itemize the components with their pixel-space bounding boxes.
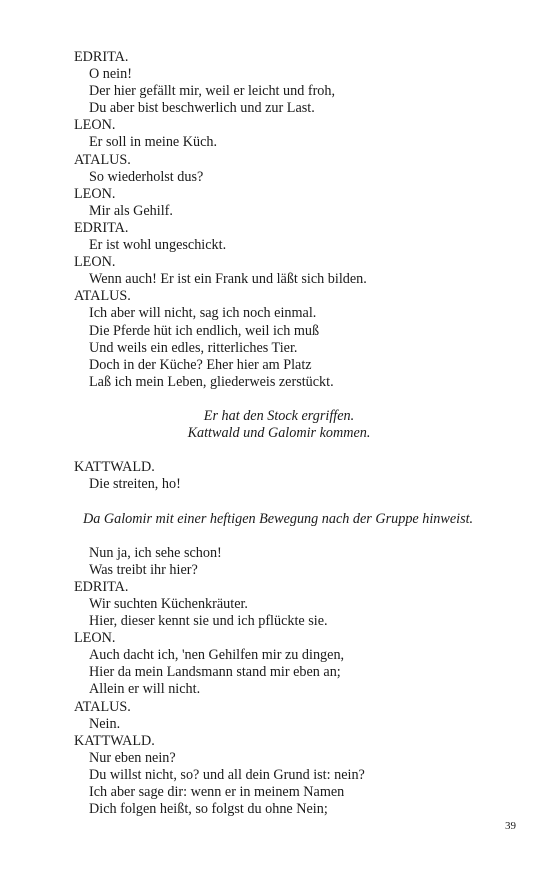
verse-line: So wiederholst dus? (89, 168, 204, 185)
verse-line: Der hier gefällt mir, weil er leicht und froh, (89, 83, 336, 100)
speaker-name: KATTWALD. (74, 732, 155, 749)
verse-line: Die streiten, ho! (89, 476, 181, 493)
verse-line: Wenn auch! Er ist ein Frank und läßt sich bilden. (89, 271, 367, 288)
page-number: 39 (505, 820, 516, 832)
verse-line: Doch in der Küche? Eher hier am Platz (89, 356, 312, 373)
verse-line: Hier, dieser kennt sie und ich pflückte sie. (89, 613, 328, 630)
verse-line: Du aber bist beschwerlich und zur Last. (89, 100, 315, 117)
verse-line: Und weils ein edles, ritterliches Tier. (89, 339, 298, 356)
verse-line: Was treibt ihr hier? (89, 561, 198, 578)
verse-line: Nur eben nein? (89, 749, 176, 766)
verse-line: Die Pferde hüt ich endlich, weil ich muß (89, 322, 320, 339)
stage-direction: Kattwald und Galomir kommen. (187, 425, 371, 442)
speaker-name: EDRITA. (74, 578, 129, 595)
speaker-name: LEON. (74, 117, 116, 134)
verse-line: Auch dacht ich, 'nen Gehilfen mir zu dingen, (89, 647, 345, 664)
verse-line: Nun ja, ich sehe schon! (89, 544, 222, 561)
verse-line: Hier da mein Landsmann stand mir eben an; (89, 664, 341, 681)
stage-direction: Da Galomir mit einer heftigen Bewegung nach der Gruppe hinweist. (83, 510, 474, 527)
verse-line: Laß ich mein Leben, gliederweis zerstückt. (89, 373, 334, 390)
speaker-name: LEON. (74, 254, 116, 271)
speaker-name: EDRITA. (74, 219, 129, 236)
blank-line (74, 528, 514, 545)
speaker-name: KATTWALD. (74, 459, 155, 476)
verse-line: Nein. (89, 715, 121, 732)
verse-line: Mir als Gehilf. (89, 202, 173, 219)
stage-direction: Er hat den Stock ergriffen. (203, 407, 355, 424)
speaker-name: ATALUS. (74, 288, 131, 305)
verse-line: Dich folgen heißt, so folgst du ohne Nein; (89, 801, 328, 818)
verse-line: Du willst nicht, so? und all dein Grund ist: nein? (89, 766, 365, 783)
verse-line: Er soll in meine Küch. (89, 134, 218, 151)
speaker-name: ATALUS. (74, 151, 131, 168)
verse-line: Wir suchten Küchenkräuter. (89, 596, 248, 612)
speaker-name: LEON. (74, 630, 116, 647)
speaker-name: EDRITA. (74, 49, 129, 65)
blank-line (74, 493, 514, 510)
verse-line: Ich aber will nicht, sag ich noch einmal. (89, 305, 317, 322)
speaker-name: ATALUS. (74, 698, 131, 715)
blank-line (74, 391, 514, 408)
blank-line (74, 442, 514, 459)
verse-line: Er ist wohl ungeschickt. (89, 237, 227, 254)
speaker-name: LEON. (74, 185, 116, 202)
verse-line: O nein! (89, 66, 132, 83)
verse-line: Ich aber sage dir: wenn er in meinem Namen (89, 784, 345, 801)
play-text (74, 49, 514, 818)
verse-line: Allein er will nicht. (89, 681, 201, 698)
